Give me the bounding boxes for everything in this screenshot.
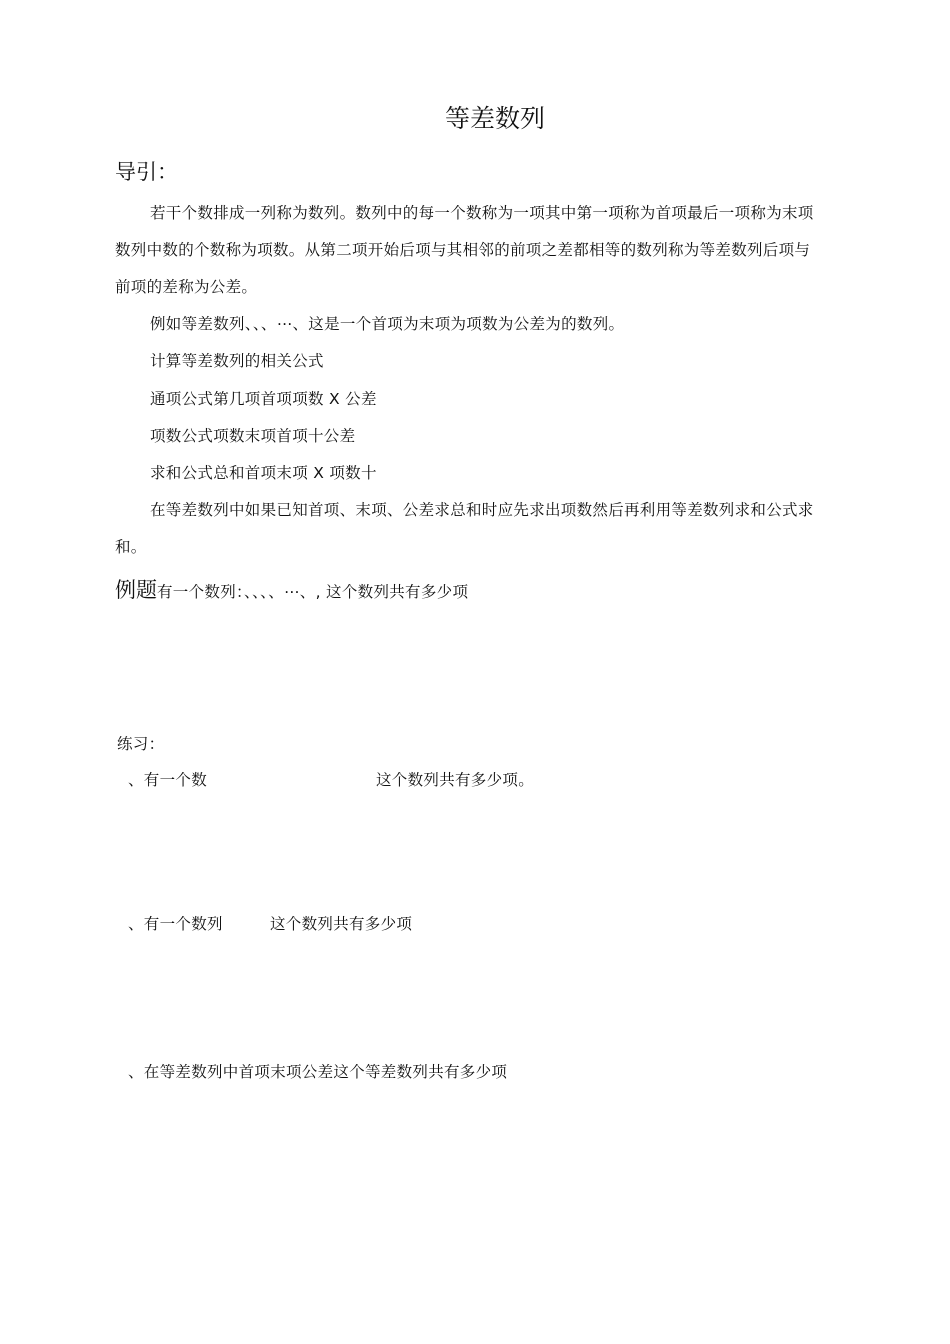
intro-paragraph-line-1: 若干个数排成一列称为数列。数列中的每一个数称为一项其中第一项称为首项最后一项称为末项 xyxy=(150,204,814,222)
formula-sum: 求和公式总和首项末项 X 项数十 xyxy=(150,464,377,482)
example-question xyxy=(115,576,468,604)
formula-heading: 计算等差数列的相关公式 xyxy=(150,352,324,370)
practice-q1-part-2: 这个数列共有多少项。 xyxy=(376,771,535,789)
practice-heading: 练习： xyxy=(117,735,165,753)
formula-general-term: 通项公式第几项首项项数 X 公差 xyxy=(150,390,377,408)
example-label: 例题 xyxy=(115,578,157,602)
practice-q2-part-2: 这个数列共有多少项 xyxy=(270,915,413,933)
practice-q2-part-1: 、有一个数列 xyxy=(128,915,223,933)
intro-paragraph-line-3: 前项的差称为公差。 xyxy=(115,278,258,296)
example-sequence-paragraph: 例如等差数列、、、⋯、这是一个首项为末项为项数为公差为的数列。 xyxy=(150,315,625,333)
practice-q1-part-1: 、有一个数 xyxy=(128,771,208,789)
intro-heading: 导引： xyxy=(115,160,178,184)
page-title: 等差数列 xyxy=(444,104,545,133)
intro-paragraph-line-2: 数列中数的个数称为项数。从第二项开始后项与其相邻的前项之差都相等的数列称为等差数列后项与 xyxy=(115,241,811,259)
summary-paragraph-line-1: 在等差数列中如果已知首项、末项、公差求总和时应先求出项数然后再利用等差数列求和公式求 xyxy=(150,501,814,519)
summary-paragraph-line-2: 和。 xyxy=(115,538,147,556)
example-text: 有一个数列：、、、、⋯、, 这个数列共有多少项 xyxy=(157,583,469,601)
formula-term-count: 项数公式项数末项首项十公差 xyxy=(150,427,356,445)
practice-q3: 、在等差数列中首项末项公差这个等差数列共有多少项 xyxy=(128,1063,508,1081)
